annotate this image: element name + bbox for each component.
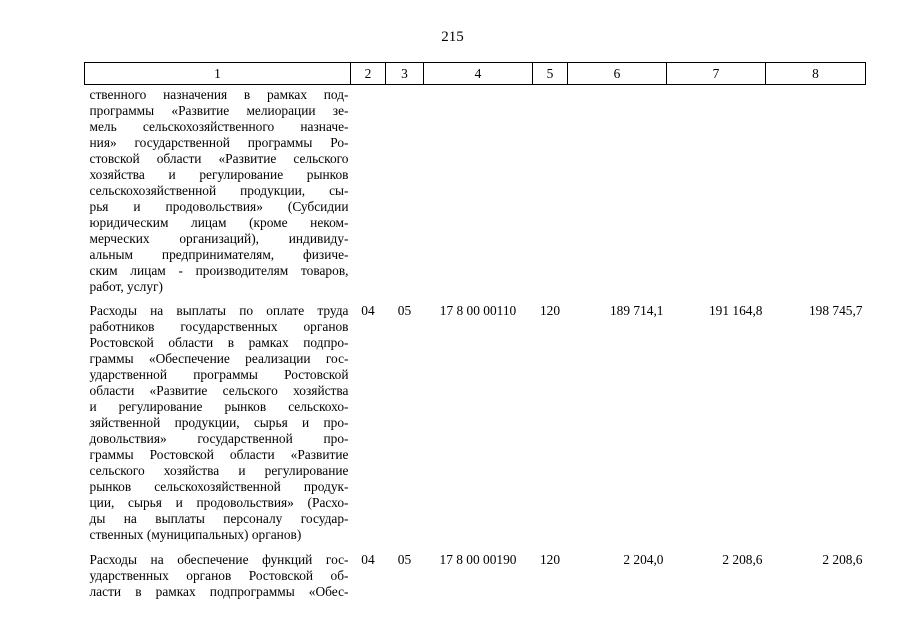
description-line: юридическим лицам (кроме неком-: [89, 215, 349, 230]
table-row: [85, 303, 866, 552]
cell-col-3: [386, 85, 424, 304]
cell-col-8: 198 745,7: [808, 303, 863, 318]
table-header: [85, 63, 866, 85]
description-line: ственного назначения в рамках под-: [89, 87, 349, 102]
cell-col-7: 191 164,8: [708, 303, 763, 318]
cell-col-8: [766, 85, 866, 304]
description-line: мель сельскохозяйственного назначе-: [89, 119, 349, 134]
description-line: альным предпринимателям, физиче-: [89, 247, 349, 262]
table-row: [85, 552, 866, 600]
header-col-3: 3: [386, 63, 424, 85]
row-description: [85, 85, 351, 304]
cell-col-4: [424, 85, 533, 304]
description-line: довольствия» государственной про-: [89, 431, 349, 446]
header-row: [85, 63, 866, 85]
description-line: рынков сельскохозяйственной продук-: [89, 479, 349, 494]
cell-col-2: [351, 85, 386, 304]
description-line: сельскохозяйственной продукции, сы-: [89, 183, 349, 198]
cell-col-5: 120: [539, 303, 561, 318]
cell-col-4: 17 8 00 00110: [439, 303, 517, 318]
page-number: 215: [441, 29, 464, 45]
description-line: работников государственных органов: [89, 319, 349, 334]
description-line: ды на выплаты персоналу государ-: [89, 511, 349, 526]
description-line: области «Развитие сельского хозяйства: [89, 383, 349, 398]
header-col-6: 6: [568, 63, 667, 85]
description-line: и регулирование рынков сельскохо-: [89, 399, 349, 414]
description-line: ния» государственной программы Ро-: [89, 135, 349, 150]
header-col-4: 4: [424, 63, 533, 85]
header-col-1: 1: [85, 63, 351, 85]
description-line: работ, услуг): [89, 279, 163, 294]
cell-col-5: [533, 85, 568, 304]
description-line: Расходы на выплаты по оплате труда: [89, 303, 349, 318]
description-line: Ростовской области в рамках подпро-: [89, 335, 349, 350]
cell-col-6: [568, 85, 667, 304]
cell-col-7: 2 208,6: [722, 552, 763, 567]
table-body: [85, 85, 866, 601]
header-col-2: 2: [351, 63, 386, 85]
cell-col-5: 120: [539, 552, 561, 567]
description-line: рья и продовольствия» (Субсидии: [89, 199, 349, 214]
description-line: ударственной программы Ростовской: [89, 367, 349, 382]
cell-col-4: 17 8 00 00190: [439, 552, 517, 567]
description-line: ским лицам - производителям товаров,: [89, 263, 349, 278]
cell-col-3: 05: [397, 552, 412, 567]
table-row: [85, 85, 866, 304]
cell-col-2: 04: [361, 303, 375, 318]
description-line: ственных (муниципальных) органов): [89, 527, 302, 542]
description-line: зяйственной продукции, сырья и про-: [89, 415, 349, 430]
cell-col-6: 189 714,1: [609, 303, 664, 318]
description-line: граммы Ростовской области «Развитие: [89, 447, 349, 462]
description-line: Расходы на обеспечение функций гос-: [89, 552, 349, 567]
description-line: программы «Развитие мелиорации зе-: [89, 103, 349, 118]
row-description: [85, 303, 351, 552]
header-col-8: 8: [766, 63, 866, 85]
description-line: стовской области «Развитие сельского: [89, 151, 349, 166]
row-description: [85, 552, 351, 600]
cell-col-3: 05: [397, 303, 412, 318]
header-col-7: 7: [667, 63, 766, 85]
description-line: граммы «Обеспечение реализации гос-: [89, 351, 349, 366]
cell-col-8: 2 208,6: [822, 552, 863, 567]
cell-col-6: 2 204,0: [623, 552, 664, 567]
budget-table: [84, 62, 866, 600]
description-line: ции, сырья и продовольствия» (Расхо-: [89, 495, 349, 510]
cell-col-2: 04: [361, 552, 375, 567]
description-line: хозяйства и регулирование рынков: [89, 167, 349, 182]
cell-col-7: [667, 85, 766, 304]
description-line: мерческих организаций), индивиду-: [89, 231, 349, 246]
description-line: ласти в рамках подпрограммы «Обес-: [89, 584, 349, 599]
description-line: ударственных органов Ростовской об-: [89, 568, 349, 583]
header-col-5: 5: [533, 63, 568, 85]
description-line: сельского хозяйства и регулирование: [89, 463, 349, 478]
